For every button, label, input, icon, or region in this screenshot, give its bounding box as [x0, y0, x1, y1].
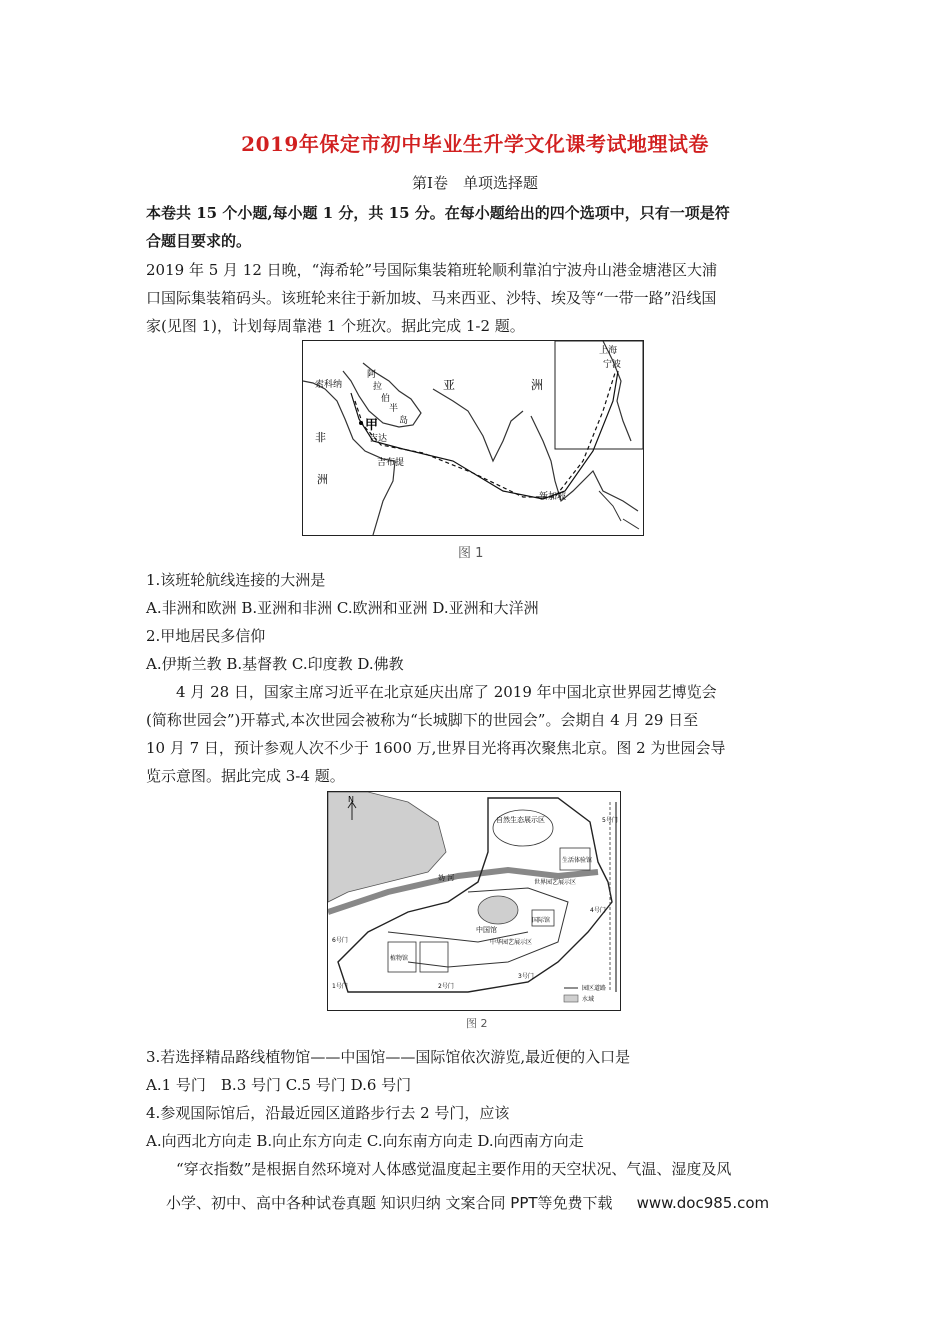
label-ningbo: 宁波	[603, 360, 622, 370]
label-africa: 非	[315, 431, 326, 444]
label-china-hall: 中国馆	[476, 926, 497, 934]
question-3-options: A.1 号门 B.3 号门 C.5 号门 D.6 号门	[146, 1076, 412, 1094]
route-solid	[351, 371, 618, 499]
label-intl-hall: 国际馆	[532, 917, 551, 924]
label-shanghai: 上海	[599, 346, 618, 356]
footer	[166, 1192, 769, 1213]
label-world-zone: 世界园艺展示区	[534, 879, 577, 886]
passage-line: 4 月 28 日，国家主席习近平在北京延庆出席了 2019 年中国北京世界园艺博览会	[146, 683, 717, 701]
question-4-options: A.向西北方向走 B.向止东方向走 C.向东南方向走 D.向西南方向走	[146, 1132, 584, 1150]
label-singapore: 新加坡	[539, 492, 567, 502]
question-2-stem: 2.甲地居民多信仰	[146, 627, 266, 645]
expo-map-svg	[328, 792, 620, 1010]
label-arabia-5: 岛	[399, 416, 409, 426]
passage-line: “穿衣指数”是根据自然环境对人体感觉温度起主要作用的天空状况、气温、湿度及风	[146, 1160, 732, 1178]
lake	[478, 896, 518, 924]
page-title: 2019年保定市初中毕业生升学文化课考试地理试卷	[241, 132, 709, 156]
passage-line: 2019 年 5 月 12 日晚，“海希轮”号国际集装箱班轮顺利靠泊宁波舟山港金塘港区大浦	[146, 261, 717, 279]
island-coastline	[599, 491, 639, 529]
label-jia: 甲	[365, 418, 379, 433]
legend-road-label: 园区道路	[582, 985, 607, 992]
legend-water-swatch	[564, 995, 578, 1002]
passage-line: 览示意图。据此完成 3-4 题。	[146, 767, 345, 785]
label-china-art-zone: 中华园艺展示区	[490, 939, 533, 946]
label-gate-1: 1号门	[332, 983, 348, 990]
label-sokhna: 索科纳	[315, 380, 343, 390]
label-asia: 亚	[443, 378, 456, 392]
label-africa-2: 洲	[317, 473, 328, 486]
label-plant-hall: 植物馆	[390, 955, 409, 962]
label-nature-zone: 自然生态展示区	[496, 816, 545, 824]
label-gate-3: 3号门	[518, 973, 534, 980]
instructions-line: 本卷共 15 个小题,每小题 1 分，共 15 分。在每小题给出的四个选项中，只有一项是符	[146, 204, 730, 222]
label-arabia-2: 拉	[373, 382, 383, 392]
legend-water-label: 水域	[582, 996, 595, 1003]
label-jeddah: 吉达	[369, 434, 388, 444]
label-gate-2: 2号门	[438, 983, 454, 990]
question-2-options: A.伊斯兰教 B.基督教 C.印度教 D.佛教	[146, 655, 404, 673]
figure-1-map	[302, 340, 644, 536]
jia-point	[359, 421, 363, 425]
route-dashed	[355, 373, 615, 497]
section-heading: 第Ⅰ卷 单项选择题	[412, 174, 538, 192]
figure-2-map	[327, 791, 621, 1011]
label-river: 妫 河	[438, 874, 455, 882]
label-arabia-4: 半	[389, 404, 399, 414]
inset-frame	[555, 341, 643, 449]
question-4-stem: 4.参观国际馆后，沿最近园区道路步行去 2 号门，应该	[146, 1104, 510, 1122]
passage-line: 口国际集装箱码头。该班轮来往于新加坡、马来西亚、沙特、埃及等“一带一路”沿线国	[146, 289, 717, 307]
passage-line: 家(见图 1)，计划每周靠港 1 个班次。据此完成 1-2 题。	[146, 317, 525, 335]
label-gate-5: 5号门	[602, 817, 618, 824]
question-1-options: A.非洲和欧洲 B.亚洲和非洲 C.欧洲和亚洲 D.亚洲和大洋洲	[146, 599, 539, 617]
footer-text: 小学、初中、高中各种试卷真题 知识归纳 文案合同 PPT等免费下载	[166, 1194, 613, 1212]
block	[420, 942, 448, 972]
question-3-stem: 3.若选择精品路线植物馆——中国馆——国际馆依次游览,最近便的入口是	[146, 1048, 631, 1066]
label-gate-6: 6号门	[332, 937, 348, 944]
label-gate-4: 4号门	[590, 907, 606, 914]
instructions-line: 合题目要求的。	[146, 232, 252, 250]
route-map-svg	[303, 341, 643, 535]
question-1-stem: 1.该班轮航线连接的大洲是	[146, 571, 326, 589]
label-arabia-1: 阿	[367, 370, 377, 380]
label-life-hall: 生活体验馆	[562, 857, 593, 864]
china-coastline	[603, 341, 631, 441]
label-north: N	[348, 795, 354, 804]
label-asia-2: 洲	[531, 378, 544, 392]
label-djibouti: 吉布提	[377, 458, 405, 468]
passage-line: 10 月 7 日，预计参观人次不少于 1600 万,世界目光将再次聚焦北京。图 2 为世园会导	[146, 739, 726, 757]
label-arabia-3: 伯	[381, 394, 391, 404]
figure-2-caption: 图 2	[466, 1017, 488, 1030]
passage-line: (简称世园会”)开幕式,本次世园会被称为“长城脚下的世园会”。会期自 4 月 29 日至	[146, 711, 699, 729]
figure-1-caption: 图 1	[458, 546, 484, 561]
footer-url[interactable]: www.doc985.com	[636, 1194, 770, 1212]
india-coastline	[433, 389, 523, 461]
